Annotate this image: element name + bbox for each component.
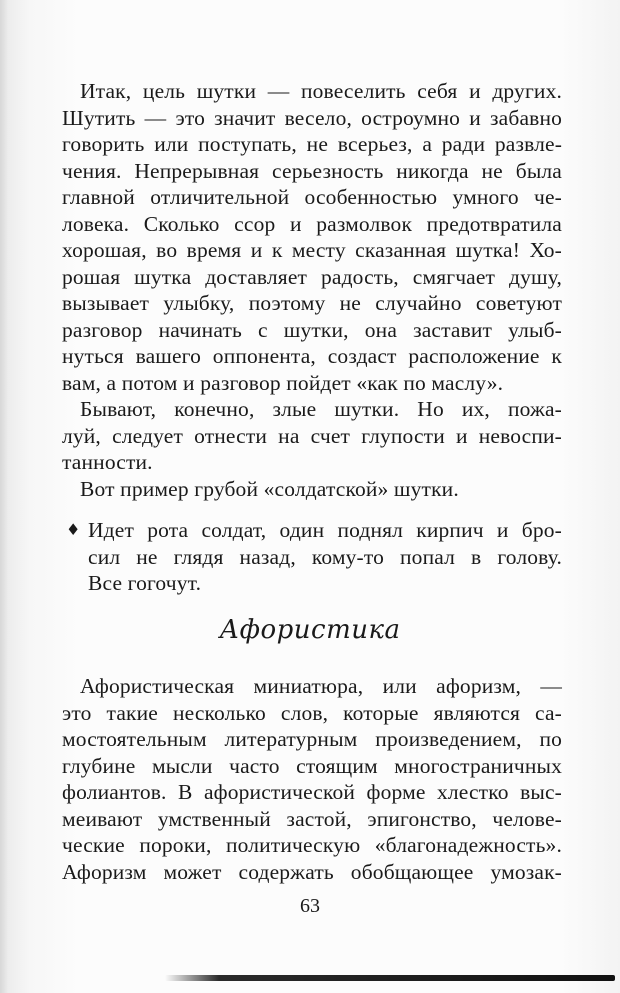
text-line: нуться вашего оппонента, создаст расположение к [62, 344, 562, 368]
paragraph-jokes-purpose [62, 78, 562, 396]
text-line: рошая шутка доставляет радость, смягчает душу, [62, 264, 562, 289]
text-line: Вот пример грубой «солдатской» шутки. [80, 476, 459, 501]
text-line: Афористическая миниатюра, или афоризм, — [80, 674, 562, 698]
paragraph-aphorism-definition [62, 673, 562, 885]
bullet-paragraph-example [62, 517, 562, 597]
text-line: Все гогочут. [88, 571, 202, 595]
text-line: сил не глядя назад, кому-то попал в голову. [88, 544, 562, 569]
text-line: ческие пороки, политическую «благонадежность». [62, 833, 562, 857]
text-line: это такие несколько слов, которые являются са- [62, 700, 562, 725]
text-line: Шутить — это значит весело, остроумно и забавно [62, 105, 562, 130]
body-text-upper [62, 78, 562, 597]
text-line: вам, а потом и разговор пойдет «как по маслу». [62, 370, 504, 395]
section-heading: Афористика [219, 615, 401, 645]
text-line: чения. Непрерывная серьезность никогда не была [62, 158, 562, 183]
paragraph-evil-jokes [62, 396, 562, 476]
text-line: танности. [62, 450, 153, 474]
paragraph-example-intro [62, 476, 562, 503]
text-line: луй, следует отнести на счет глупости и невоспи- [62, 423, 562, 448]
bullet-line-text: Идет рота солдат, один поднял кирпич и бро- [88, 518, 562, 542]
text-line: хорошая, во время и к месту сказанная шутка! Хо- [62, 238, 562, 262]
text-line: Бывают, конечно, злые шутки. Но их, пожа- [80, 397, 562, 421]
text-line: мостоятельным литературным произведением, по [62, 727, 562, 751]
text-line: ловека. Сколько ссор и размолвок предотвратила [62, 211, 562, 236]
page-spine-shadow [0, 0, 8, 993]
text-line: главной отличительной особенностью умного че- [62, 185, 562, 209]
page-number: 63 [300, 895, 320, 917]
text-line: Итак, цель шутки — повеселить себя и других. [80, 79, 562, 103]
text-line [66, 517, 562, 544]
text-line: Афоризм может содержать обобщающее умозак- [62, 859, 562, 884]
text-line: меивают умственный застой, эпигонство, челове- [62, 806, 562, 831]
text-line: глубине мысли часто стоящим многостраничных [62, 753, 562, 778]
body-text-lower [62, 673, 562, 885]
text-line: разговор начинать с шутки, она заставит улыб- [62, 317, 562, 342]
diamond-bullet-icon: ♦ [66, 520, 81, 539]
text-line: фолиантов. В афористической форме хлестко выс- [62, 780, 562, 804]
text-line: вызывает улыбку, поэтому не случайно советуют [62, 291, 562, 315]
text-line: говорить или поступать, не всерьез, а ради развле- [62, 132, 562, 156]
bottom-page-edge-shadow [165, 975, 615, 981]
